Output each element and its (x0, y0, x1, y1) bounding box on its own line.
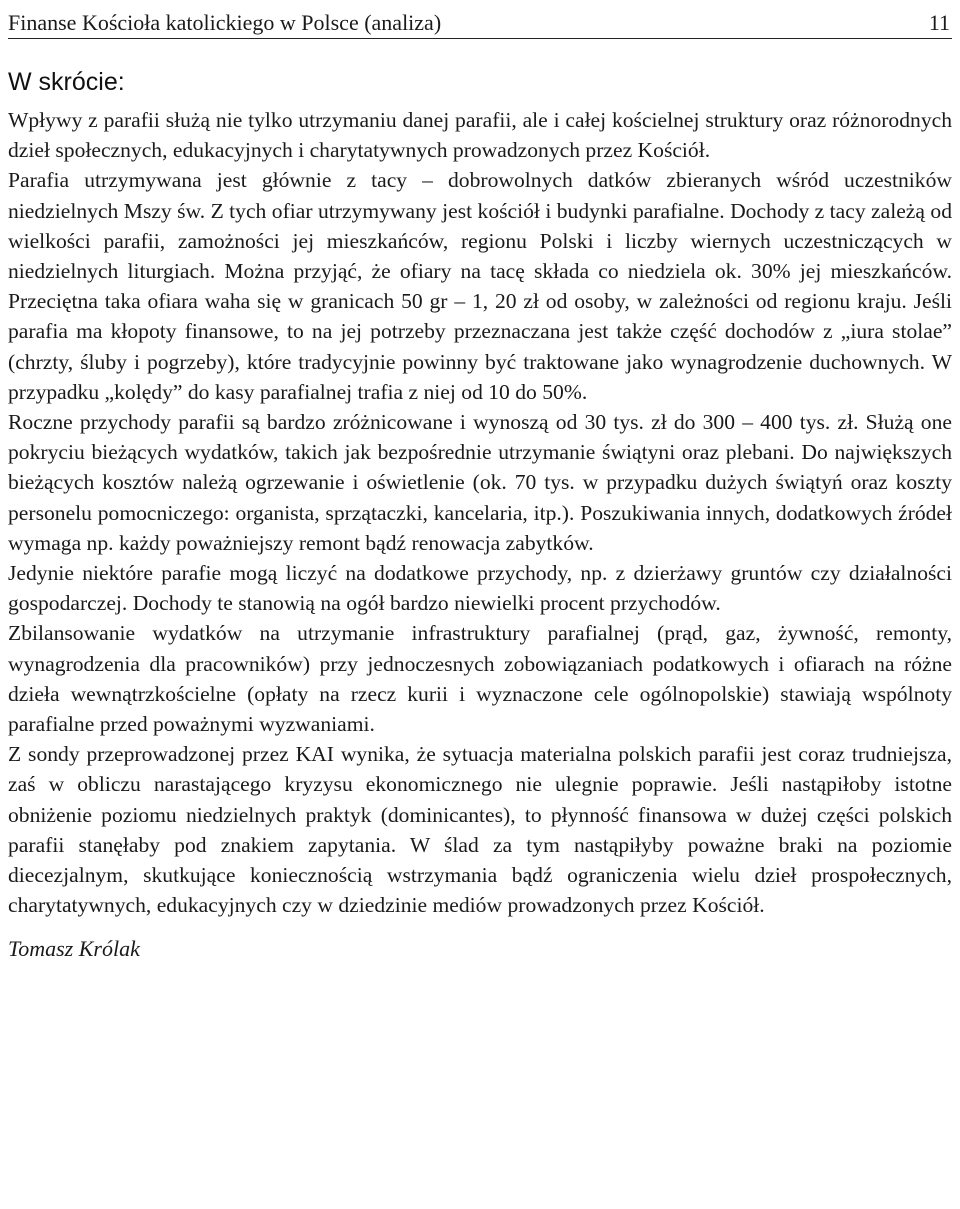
section-heading: W skrócie: (8, 68, 125, 96)
paragraph: Wpływy z parafii służą nie tylko utrzymaniu danej parafii, ale i całej kościelnej struktury oraz różnorodnych dzieł społecznych, edukacyjnych i charytatywnych prowadzonych przez Kościół. (8, 108, 952, 163)
paragraph: Jedynie niektóre parafie mogą liczyć na dodatkowe przychody, np. z dzierżawy gruntów czy działalności gospodarczej. Dochody te stanowią na ogół bardzo niewielki procent przychodów. (8, 561, 952, 616)
author-signature: Tomasz Królak (8, 936, 140, 962)
paragraph: Roczne przychody parafii są bardzo zróżnicowane i wynoszą od 30 tys. zł do 300 – 400 tys. zł. Służą one pokryciu bieżących wydatków, takich jak bezpośrednie utrzymanie świątyni oraz plebani. Do największych bieżących kosztów należą ogrzewanie i oświetlenie (ok. 70 tys. w przypadku dużych świątyń oraz koszty personelu pomocniczego: organista, sprzątaczki, kancelaria, itp.). Poszukiwania innych, dodatkowych źródeł wymaga np. każdy poważniejszy remont bądź renowacja zabytków. (8, 410, 952, 555)
paragraph: Z sondy przeprowadzonej przez KAI wynika, że sytuacja materialna polskich parafii jest coraz trudniejsza, zaś w obliczu narastającego kryzysu ekonomicznego nie ulegnie poprawie. Jeśli nastąpiłoby istotne obniżenie poziomu niedzielnych praktyk (dominicantes), to płynność finansowa w dużej części polskich parafii stanęłaby pod znakiem zapytania. W ślad za tym nastąpiłyby poważne braki na poziomie diecezjalnym, skutkujące koniecznością wstrzymania bądź ograniczenia wielu dzieł prospołecznych, charytatywnych, edukacyjnych czy w dziedzinie mediów prowadzonych przez Kościół. (8, 742, 952, 918)
document-page (8, 0, 952, 964)
section-body (8, 105, 952, 920)
paragraph: Parafia utrzymywana jest głównie z tacy – dobrowolnych datków zbieranych wśród uczestników niedzielnych Mszy św. Z tych ofiar utrzymywany jest kościół i budynki parafialne. Dochody z tacy zależą od wielkości parafii, zamożności jej mieszkańców, regionu Polski i liczby wiernych uczestniczących w niedzielnych liturgiach. Można przyjąć, że ofiary na tacę składa co niedziela ok. 30% jej mieszkańców. Przeciętna taka ofiara waha się w granicach 50 gr – 1, 20 zł od osoby, w zależności od regionu kraju. Jeśli parafia ma kłopoty finansowe, to na jej potrzeby przeznaczana jest także część dochodów z „iura stolae” (chrzty, śluby i pogrzeby), które tradycyjnie powinny być traktowane jako wynagrodzenie duchownych. W przypadku „kolędy” do kasy parafialnej trafia z niej od 10 do 50%. (8, 168, 952, 404)
page-number: 11 (928, 10, 950, 35)
document-title: Finanse Kościoła katolickiego w Polsce (analiza) (8, 10, 442, 35)
paragraph: Zbilansowanie wydatków na utrzymanie infrastruktury parafialnej (prąd, gaz, żywność, remonty, wynagrodzenia dla pracowników) przy jednoczesnych zobowiązaniach podatkowych i ofiarach na różne dzieła wewnątrzkościelne (opłaty na rzecz kurii i wyznaczone cele ogólnopolskie) stawiają wspólnoty parafialne przed poważnymi wyzwaniami. (8, 621, 952, 737)
running-header (8, 0, 952, 39)
